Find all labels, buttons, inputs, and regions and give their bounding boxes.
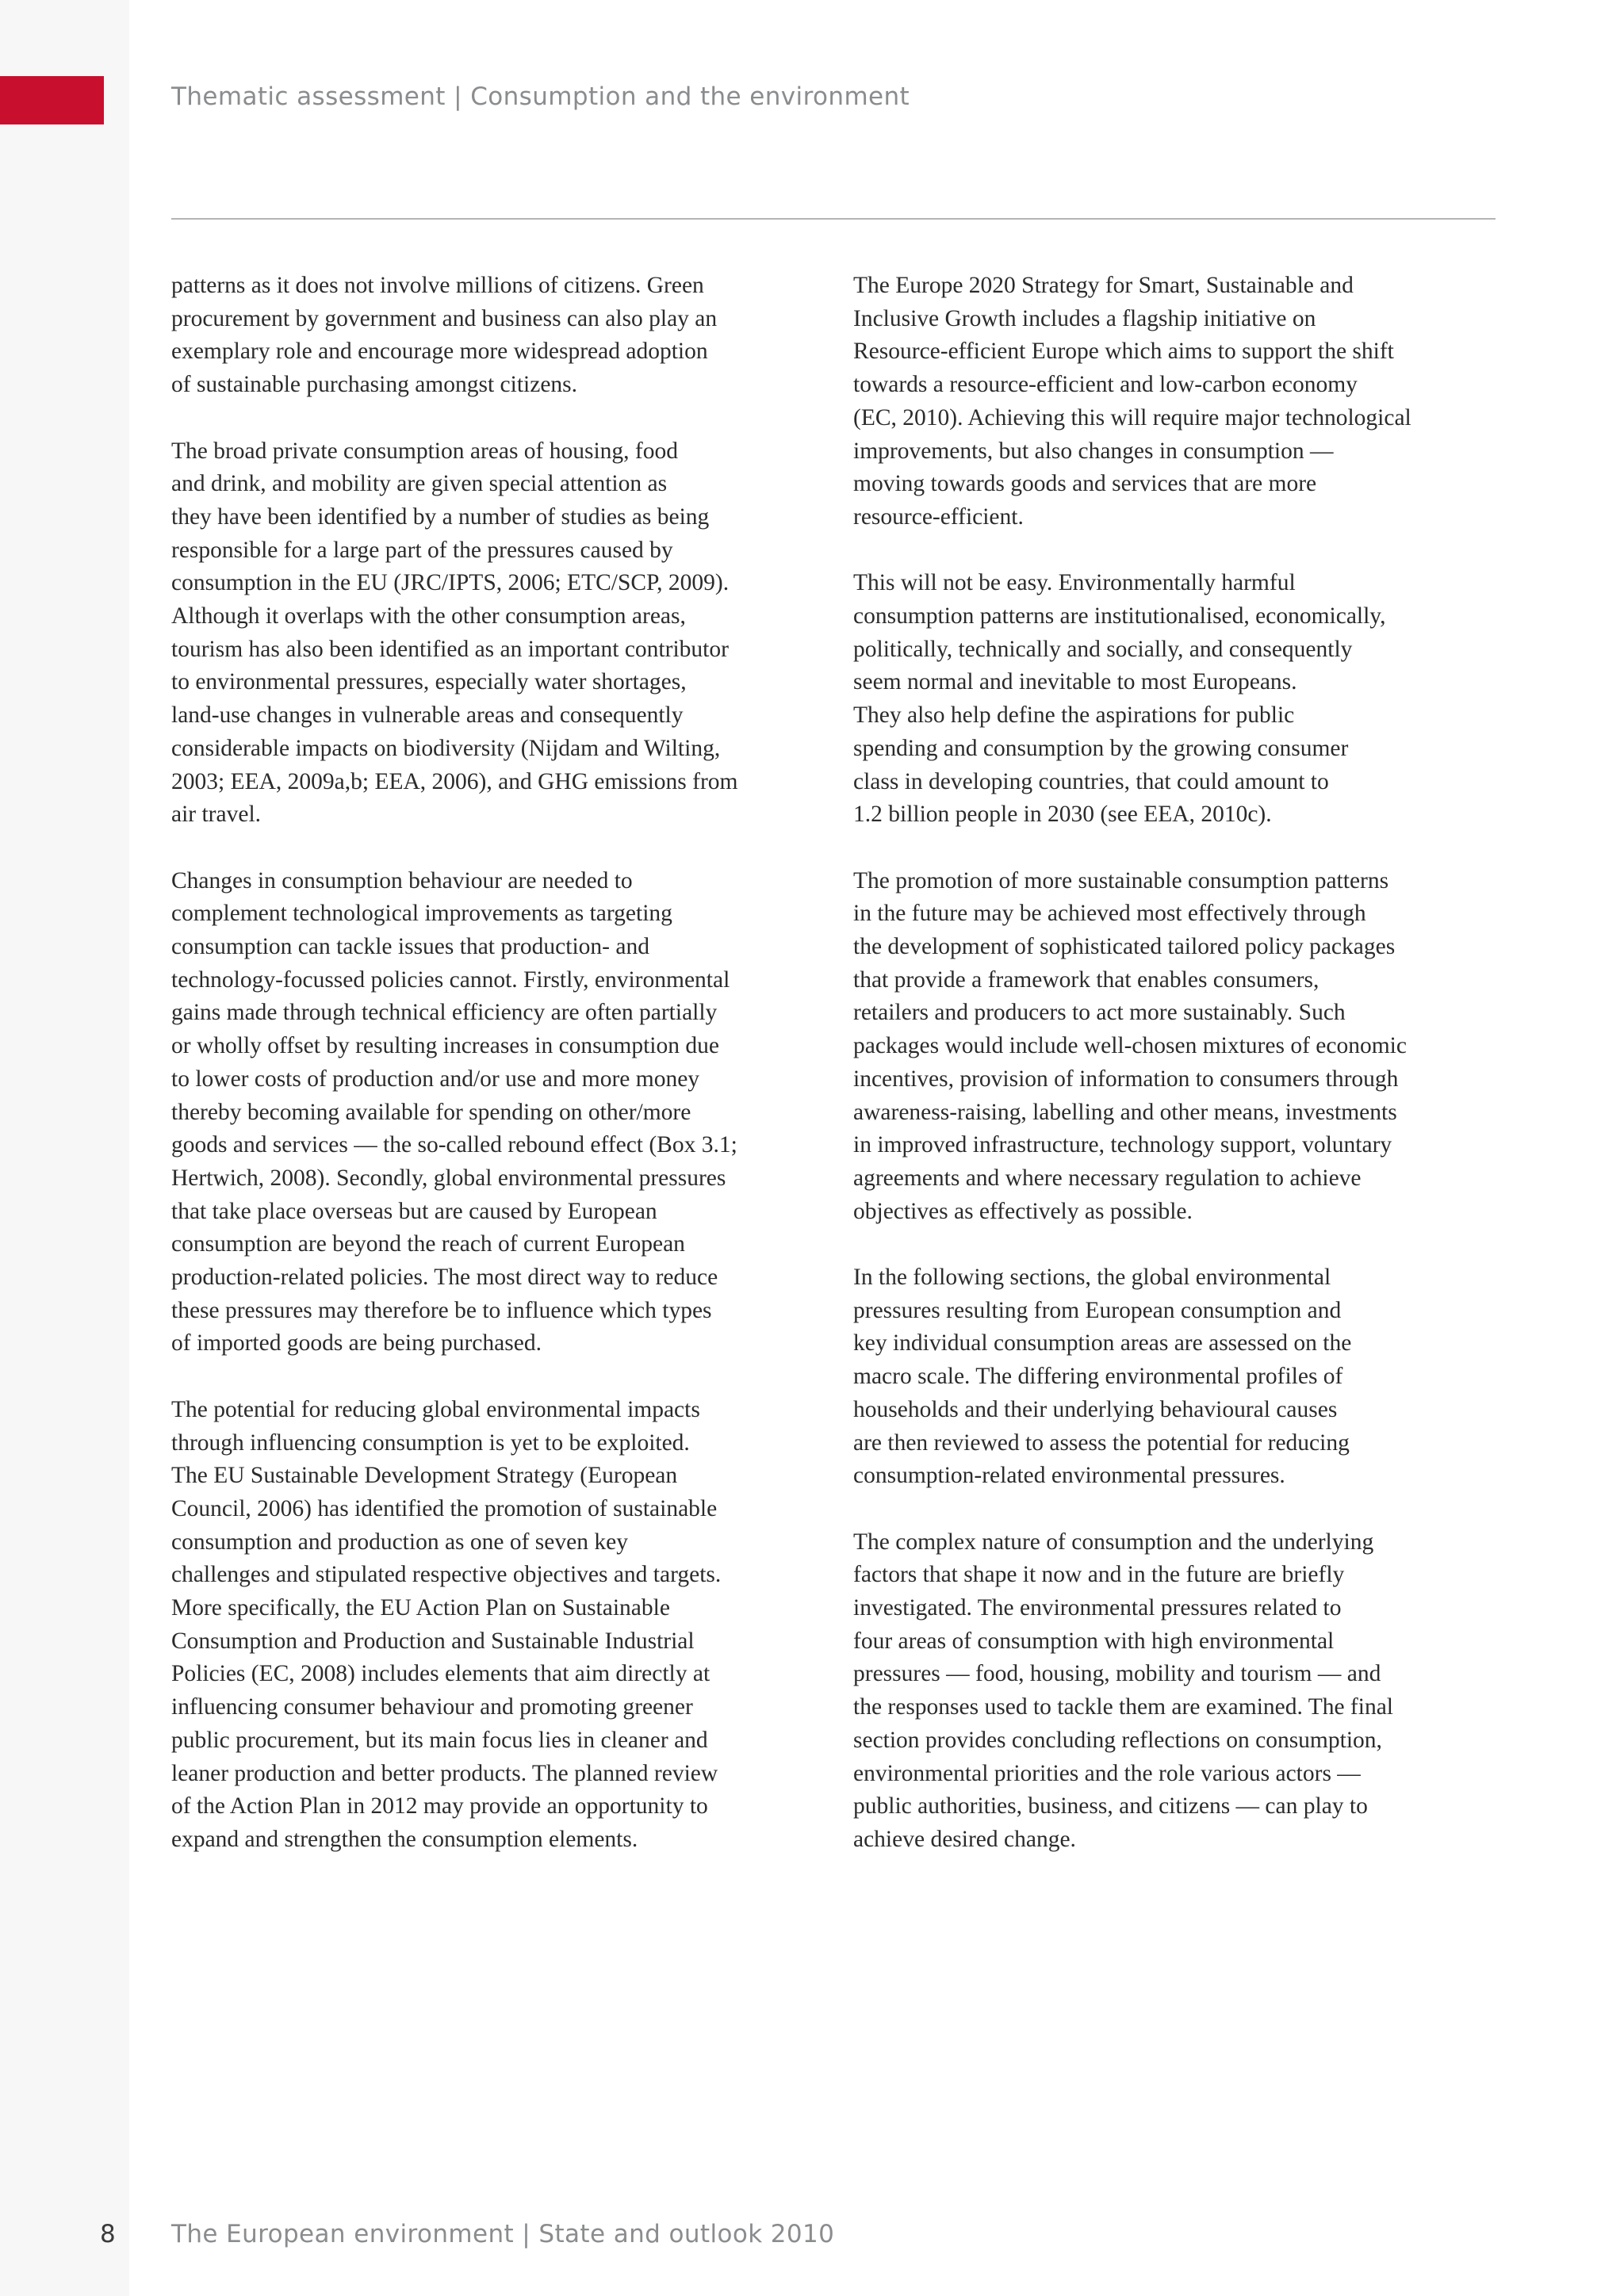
running-header: Thematic assessment | Consumption and the environment	[171, 82, 910, 111]
left-paragraph-3: Changes in consumption behaviour are needed to complement technological improvements as targeting consumption can tackle issues that production- and technology-focussed policies cannot. Firstly, environmental gains made through technical efficiency are often partially or wholly offset by resulting increases in consumption due to lower costs of production and/or use and more money thereby becoming available for spending on other/more goods and services — the so-called rebound effect (Box 3.1; Hertwich, 2008). Secondly, global environmental pressures that take place overseas but are caused by European consumption are beyond the reach of current European production-related policies. The most direct way to reduce these pressures may therefore be to influence which types of imported goods are being purchased.	[171, 867, 737, 1357]
left-paragraph-1: patterns as it does not involve millions of citizens. Green procurement by government and business can also play an exemplary role and encourage more widespread adoption of sustainable purchasing amongst citizens.	[171, 273, 718, 398]
section-color-tab	[0, 76, 104, 124]
page-number: 8	[100, 2220, 116, 2248]
right-paragraph-1: The Europe 2020 Strategy for Smart, Sustainable and Inclusive Growth includes a flagship initiative on Resource-efficient Europe which aims to support the shift towards a resource-efficient and low-carbon economy (EC, 2010). Achieving this will require major technological improvements, but also changes in consumption — moving towards goods and services that are more resource-efficient.	[853, 273, 1411, 530]
right-paragraph-2: This will not be easy. Environmentally harmful consumption patterns are institutionalised, economically, politically, technically and socially, and consequently seem normal and inevitable to most Europeans. They also help define the aspirations for public spending and consumption by the growing consumer class in developing countries, that could amount to 1.2 billion people in 2030 (see EEA, 2010c).	[853, 570, 1386, 828]
left-margin-strip	[0, 0, 129, 2296]
right-paragraph-3: The promotion of more sustainable consumption patterns in the future may be achieved most effectively through the development of sophisticated tailored policy packages that provide a framework that enables consumers, retailers and producers to act more sustainably. Such packages would include well-chosen mixtures of economic incentives, provision of information to consumers through awareness-raising, labelling and other means, investments in improved infrastructure, technology support, voluntary agreements and where necessary regulation to achieve objectives as effectively as possible.	[853, 867, 1407, 1224]
left-column	[171, 270, 818, 1889]
left-paragraph-2: The broad private consumption areas of housing, food and drink, and mobility are given special attention as they have been identified by a number of studies as being responsible for a large part of the pressures caused by consumption in the EU (JRC/IPTS, 2006; ETC/SCP, 2009). Although it overlaps with the other consumption areas, tourism has also been identified as an important contributor to environmental pressures, especially water shortages, land-use changes in vulnerable areas and consequently considerable impacts on biodiversity (Nijdam and Wilting, 2003; EEA, 2009a,b; EEA, 2006), and GHG emissions from air travel.	[171, 438, 738, 828]
left-paragraph-4: The potential for reducing global environmental impacts through influencing consumption is yet to be exploited. The EU Sustainable Development Strategy (European Council, 2006) has identified the promotion of sustainable consumption and production as one of seven key challenges and stipulated respective objectives and targets. More specifically, the EU Action Plan on Sustainable Consumption and Production and Sustainable Industrial Policies (EC, 2008) includes elements that aim directly at influencing consumer behaviour and promoting greener public procurement, but its main focus lies in cleaner and leaner production and better products. The planned review of the Action Plan in 2012 may provide an opportunity to expand and strengthen the consumption elements.	[171, 1396, 722, 1852]
right-paragraph-5: The complex nature of consumption and the underlying factors that shape it now and in the future are briefly investigated. The environmental pressures related to four areas of consumption with high environmental pressures — food, housing, mobility and tourism — and the responses used to tackle them are examined. The final section provides concluding reflections on consumption, environmental priorities and the role various actors — public authorities, business, and citizens — can play to achieve desired change.	[853, 1529, 1393, 1852]
right-paragraph-4: In the following sections, the global environmental pressures resulting from European consumption and key individual consumption areas are assessed on the macro scale. The differing environmental profiles of households and their underlying behavioural causes are then reviewed to assess the potential for reducing consumption-related environmental pressures.	[853, 1265, 1352, 1489]
footer-publication-title: The European environment | State and outlook 2010	[171, 2220, 835, 2248]
header-divider	[171, 218, 1496, 220]
right-column	[853, 270, 1500, 1889]
